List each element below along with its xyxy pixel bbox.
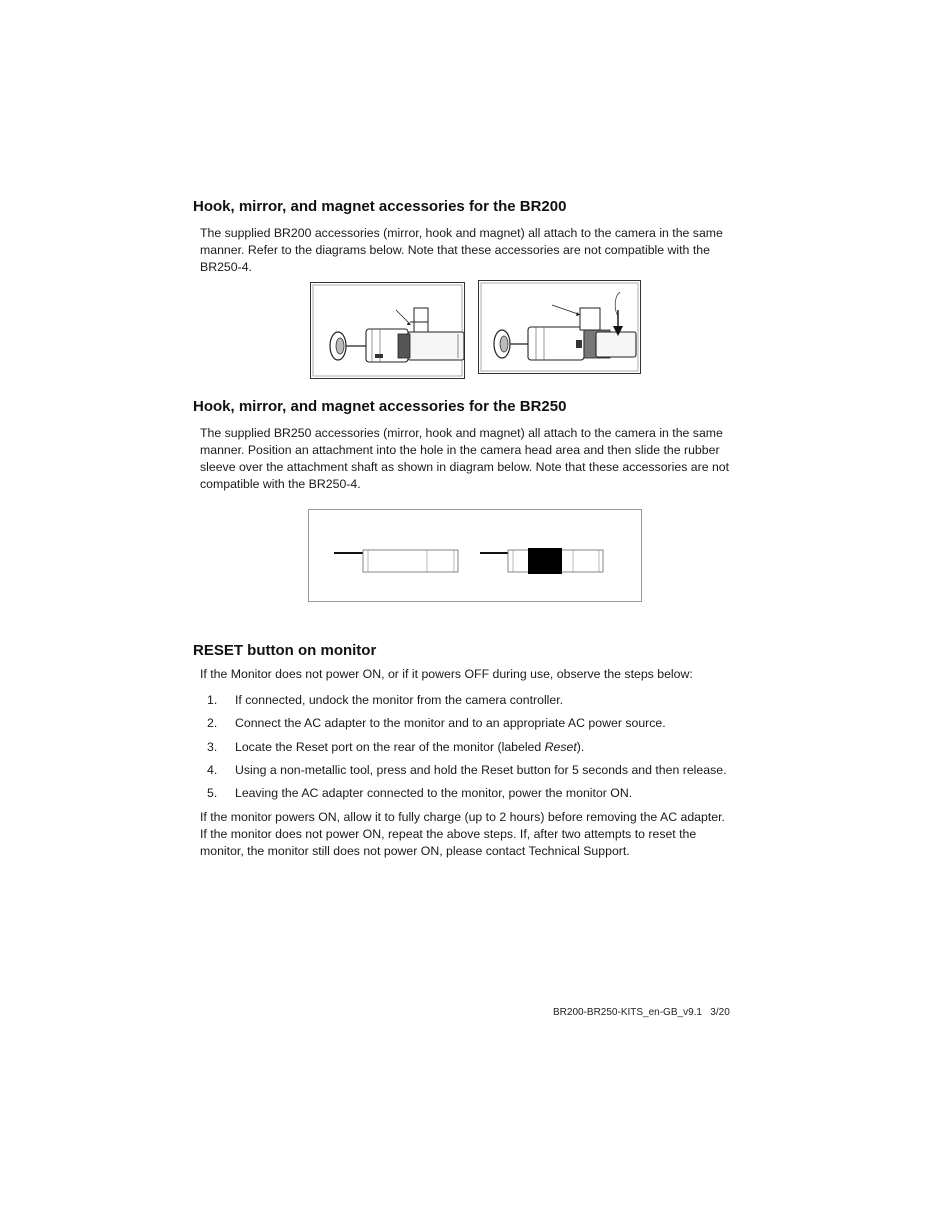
heading-reset-button: RESET button on monitor — [193, 642, 377, 659]
step-number: 3. — [207, 739, 218, 754]
list-item — [200, 739, 800, 762]
step-text: If connected, undock the monitor from the camera controller. — [235, 693, 564, 707]
step-number: 5. — [207, 786, 218, 801]
list-item — [200, 785, 800, 808]
step-number: 1. — [207, 693, 218, 707]
page-footer: BR200-BR250-KITS_en-GB_v9.1 3/20 — [553, 1007, 730, 1018]
step-number: 4. — [207, 762, 218, 777]
list-item — [200, 762, 800, 785]
reset-intro: If the Monitor does not power ON, or if it powers OFF during use, observe the steps below: — [200, 667, 693, 681]
reset-steps-list — [200, 692, 800, 808]
step-text: Leaving the AC adapter connected to the monitor, power the monitor ON. — [235, 786, 633, 801]
heading-br200-accessories: Hook, mirror, and magnet accessories for the BR200 — [193, 198, 567, 215]
reset-label-emphasis: Reset — [544, 739, 577, 754]
reset-closing-paragraph: If the monitor powers ON, allow it to fully charge (up to 2 hours) before removing the AC adapter. If the monitor does not power ON, repeat the above steps. If, after two attempts to reset the monitor, the monitor still does not power ON, please contact Technical Support. — [200, 810, 725, 858]
br200-diagram-left — [310, 282, 465, 379]
br250-diagram — [308, 509, 642, 602]
step-number: 2. — [207, 716, 218, 731]
list-item — [200, 692, 800, 715]
heading-br250-accessories: Hook, mirror, and magnet accessories for the BR250 — [193, 398, 567, 415]
step-text-post: ). — [576, 739, 585, 754]
paragraph-br250-accessories: The supplied BR250 accessories (mirror, hook and magnet) all attach to the camera in the same manner. Position an attachment into the hole in the camera head area and then slide the rubber sleeve over the attachment shaft as shown in diagram below. Note that these accessories are not compatible with the BR250-4. — [200, 426, 730, 491]
list-item — [200, 715, 800, 738]
paragraph-br200-accessories: The supplied BR200 accessories (mirror, hook and magnet) all attach to the camera in the same manner. Refer to the diagrams below. Note that these accessories are not compatible with the BR250-4. — [200, 226, 723, 274]
step-text-pre: Locate the Reset port on the rear of the monitor (labeled — [235, 739, 545, 754]
step-text: Connect the AC adapter to the monitor and to an appropriate AC power source. — [235, 716, 666, 731]
step-text: Using a non-metallic tool, press and hold the Reset button for 5 seconds and then release. — [235, 762, 727, 777]
step-text — [235, 739, 584, 762]
br200-diagram-right — [478, 280, 641, 374]
